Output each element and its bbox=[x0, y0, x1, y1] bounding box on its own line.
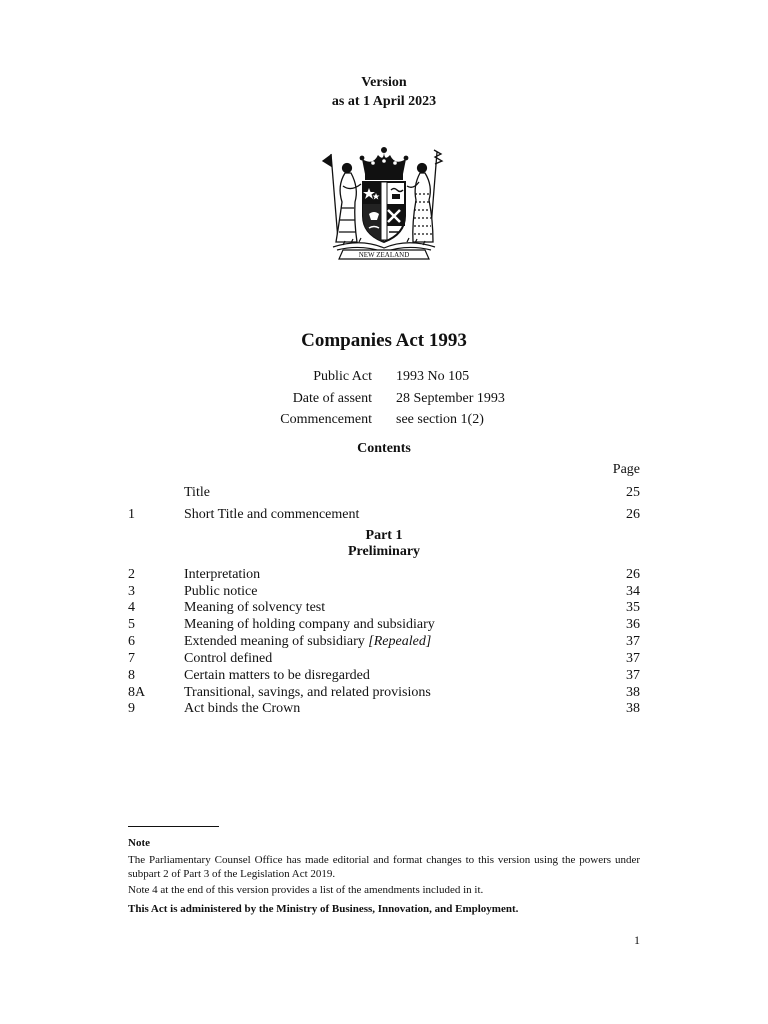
page-column-heading: Page bbox=[612, 462, 640, 477]
section-page: 26 bbox=[626, 507, 640, 522]
contents-row-2[interactable] bbox=[128, 566, 640, 583]
rangatira-figure-icon bbox=[407, 150, 442, 242]
version-label: Version bbox=[361, 75, 407, 90]
section-page: 35 bbox=[626, 600, 640, 615]
section-page: 37 bbox=[626, 634, 640, 649]
section-page: 36 bbox=[626, 617, 640, 632]
section-page: 34 bbox=[626, 584, 640, 599]
contents-row-5[interactable] bbox=[128, 616, 640, 633]
contents-row-9[interactable] bbox=[128, 700, 640, 717]
act-meta-values bbox=[396, 366, 505, 431]
repealed-marker: [Repealed] bbox=[368, 634, 432, 649]
section-number: 2 bbox=[128, 567, 135, 582]
section-heading: Meaning of solvency test bbox=[184, 600, 326, 615]
contents-row-1[interactable] bbox=[128, 506, 640, 523]
section-heading: Interpretation bbox=[184, 567, 261, 582]
part-1-label: Part 1 bbox=[365, 528, 403, 543]
section-number: 1 bbox=[128, 507, 135, 522]
section-page: 38 bbox=[626, 685, 640, 700]
section-number: 7 bbox=[128, 651, 135, 666]
act-title: Companies Act 1993 bbox=[301, 330, 467, 351]
zealandia-figure-icon bbox=[323, 154, 361, 242]
section-number: 5 bbox=[128, 617, 135, 632]
section-page: 25 bbox=[626, 485, 640, 500]
section-heading: Short Title and commencement bbox=[184, 507, 360, 522]
contents-row-6[interactable] bbox=[128, 633, 640, 650]
section-heading: Act binds the Crown bbox=[184, 701, 301, 716]
section-heading: Transitional, savings, and related provisions bbox=[184, 685, 431, 700]
section-heading: Public notice bbox=[184, 584, 258, 599]
section-heading-text: Extended meaning of subsidiary bbox=[184, 634, 365, 649]
contents-row-8a[interactable] bbox=[128, 684, 640, 701]
version-date: as at 1 April 2023 bbox=[331, 94, 437, 109]
note-heading: Note bbox=[128, 837, 150, 849]
section-page: 38 bbox=[626, 701, 640, 716]
banner-ribbon bbox=[339, 250, 429, 259]
note-editorial-changes: The Parliamentary Counsel Office has made editorial and format changes to this version using the powers under subpart 2 of Part 3 of the Legislation Act 2019. bbox=[128, 854, 640, 880]
page-number: 1 bbox=[634, 933, 640, 947]
section-page: 26 bbox=[626, 567, 640, 582]
public-act-label: Public Act bbox=[313, 369, 372, 384]
public-act-value: 1993 No 105 bbox=[396, 369, 470, 384]
assent-label: Date of assent bbox=[292, 390, 372, 406]
section-number: 8A bbox=[128, 685, 146, 700]
note-administering-ministry: This Act is administered by the Ministry of Business, Innovation, and Employment. bbox=[128, 903, 519, 915]
contents-heading: Contents bbox=[357, 441, 411, 456]
section-heading: Certain matters to be disregarded bbox=[184, 668, 370, 683]
part-1-name: Preliminary bbox=[347, 544, 421, 559]
shield-icon bbox=[363, 182, 405, 242]
assent-value: 28 September 1993 bbox=[396, 390, 505, 406]
commencement-value: see section 1(2) bbox=[396, 412, 484, 427]
nz-coat-of-arms-icon bbox=[321, 146, 447, 262]
section-number: 6 bbox=[128, 634, 135, 649]
section-number: 8 bbox=[128, 668, 135, 683]
version-block bbox=[0, 73, 768, 111]
section-number: 4 bbox=[128, 600, 135, 615]
commencement-label: Commencement bbox=[280, 412, 372, 427]
contents-row-3[interactable] bbox=[128, 583, 640, 600]
note-amendments: Note 4 at the end of this version provides a list of the amendments included in it. bbox=[128, 884, 484, 896]
section-number: 3 bbox=[128, 584, 135, 599]
svg-text:NEW ZEALAND: NEW ZEALAND bbox=[358, 251, 410, 259]
contents-row-8[interactable] bbox=[128, 667, 640, 684]
section-page: 37 bbox=[626, 651, 640, 666]
contents-row-4[interactable] bbox=[128, 599, 640, 616]
section-heading: Control defined bbox=[184, 651, 273, 666]
contents-row-title[interactable] bbox=[128, 484, 640, 501]
section-heading: Title bbox=[184, 485, 210, 500]
footnote-rule bbox=[128, 826, 219, 827]
section-number: 9 bbox=[128, 701, 135, 716]
act-meta-labels bbox=[180, 366, 372, 431]
section-page: 37 bbox=[626, 668, 640, 683]
crown-icon bbox=[360, 147, 409, 180]
section-heading bbox=[184, 633, 431, 650]
section-heading: Meaning of holding company and subsidiary bbox=[184, 617, 435, 632]
contents-row-7[interactable] bbox=[128, 650, 640, 667]
